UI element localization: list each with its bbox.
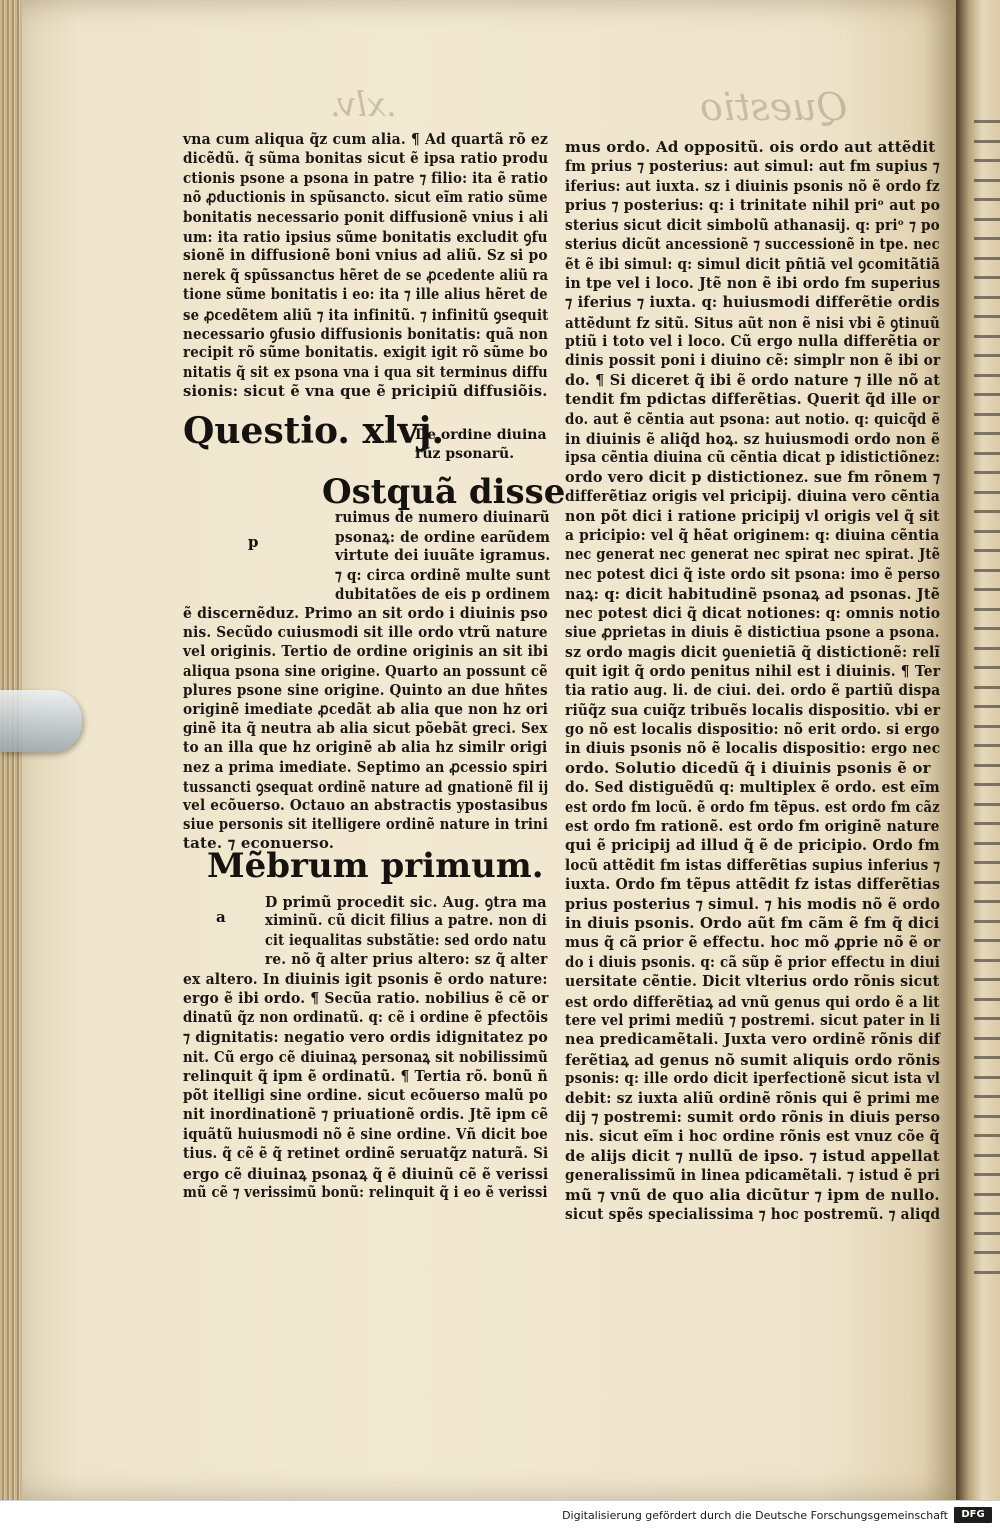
text-line: uersitate cẽntie. Dicit vlterius ordo rõnis sicut (565, 972, 940, 991)
text-line: nitatis q̃ sit ex psona vna i qua sit terminus diffu (183, 362, 548, 381)
text-line: nis. sicut eĩm i hoc ordine rõnis est vnuz cõe q̃ (565, 1127, 940, 1146)
text-line: bonitatis necessario ponit diffusionẽ vnius i ali (183, 207, 549, 226)
questio-subtitle-1: De ordine diuina (415, 427, 547, 443)
text-line: ctionis psone a psona in patre ⁊ filio: ita ẽ ratio (183, 168, 548, 187)
text-line: tione sũme bonitatis i eo: ita ⁊ ille alius hẽret de (183, 285, 548, 304)
text-line: dubitatões de eis p ordinem (335, 584, 551, 603)
text-line: in tpe vel i loco. Jtẽ non ẽ ibi ordo fm superius (565, 273, 941, 292)
text-line: tussancti ꝯsequat ordinẽ nature ad gnationẽ fil ij (183, 777, 549, 796)
text-line: mus ordo. Ad oppositũ. ois ordo aut attẽdit (565, 138, 936, 156)
text-line: dinis possit poni i diuino cẽ: simplr non ẽ ibi or (565, 351, 941, 370)
facing-page-text-line (974, 686, 1000, 689)
facing-page-text-line (974, 1154, 1000, 1157)
text-line: psonis: q: ille ordo dicit iperfectionẽ sicut ista vl (565, 1069, 941, 1088)
text-line: ipsa cẽntia diuina cũ cẽntia dicat p idistictiõnez: (565, 448, 941, 467)
text-line: ẽ discernẽduz. Primo an sit ordo i diuinis pso (183, 604, 548, 622)
text-line: ergo cẽ diuinaꝝ psonaꝝ q̃ ẽ diuinũ cẽ ẽ verissi (183, 1164, 549, 1183)
text-line: in diuinis ẽ aliq̃d hoꝝ. sz huiusmodi ordo non ẽ (565, 430, 941, 448)
text-line: ferẽtiaꝝ ad genus nõ sumit aliquis ordo rõnis (565, 1050, 941, 1069)
text-line: est ordo fm locũ. ẽ ordo fm tẽpus. est ordo fm cãz (565, 797, 940, 816)
text-line: mũ cẽ ⁊ verissimũ bonũ: relinquit q̃ i eo ẽ verissi (183, 1183, 548, 1201)
questio-subtitle-2: rũz psonarũ. (415, 446, 515, 462)
text-line: do. aut ẽ cẽntia aut psona: aut notio. q: quicq̃d ẽ (565, 409, 941, 428)
text-line: relinquit q̃ ipm ẽ ordinatũ. ¶ Tertia rõ. bonũ ñ (183, 1066, 548, 1085)
text-line: go nõ est localis dispositio: nõ erit ordo. si ergo (565, 720, 940, 738)
running-head-right: Questio (700, 85, 848, 129)
facing-page-text-line (974, 1232, 1000, 1235)
facing-page-text-line (974, 1037, 1000, 1040)
text-line: vna cum aliqua q̃z cum alia. ¶ Ad quartã rõ ez (183, 130, 549, 148)
text-line: plures psone sine origine. Quinto an due hñtes (183, 680, 548, 699)
text-line: sionis: sicut ẽ vna que ẽ pricipiũ diffusiõis. (183, 382, 548, 401)
facing-page-text-line (974, 257, 1000, 260)
text-line: cit iequalitas substãtie: sed ordo natu (265, 930, 547, 949)
text-line: vel originis. Tertio de ordine originis an sit ibi (183, 642, 549, 661)
text-line: generalissimũ in linea pdicamẽtali. ⁊ istud ẽ pri (565, 1166, 940, 1185)
text-line: do. ¶ Si diceret q̃ ibi ẽ ordo nature ⁊ ille nõ at (565, 370, 941, 389)
text-line: fm prius ⁊ posterius: aut simul: aut fm supius ⁊ (565, 157, 940, 176)
text-line: vel ecõuerso. Octauo an abstractis ypostasibus (183, 796, 548, 814)
text-line: iuxta. Ordo fm tẽpus attẽdit fz istas differẽtias (565, 875, 941, 894)
facing-page-text-line (974, 413, 1000, 416)
text-line: de alijs dicit ⁊ nullũ de ipso. ⁊ istud appellat (565, 1146, 940, 1165)
text-line: differẽtiaz origis vel pricipij. diuina vero cẽntia (565, 487, 940, 506)
text-line: D primũ procedit sic. Aug. ꝯtra ma (265, 893, 547, 911)
text-line: re. nõ q̃ alter prius altero: sz q̃ alter (265, 950, 548, 969)
text-line: iquãtũ huiusmodi nõ ẽ sine ordine. Vñ dicit boe (183, 1124, 548, 1143)
facing-page-text-line (974, 140, 1000, 143)
facing-page-text-line (974, 432, 1000, 435)
text-line: necessario ꝯfusio diffusionis bonitatis: quã non (183, 325, 549, 343)
facing-page-text-line (974, 335, 1000, 338)
facing-page-text-line (974, 939, 1000, 942)
text-line: tia ratio aug. li. de ciui. dei. ordo ẽ partiũ dispa (565, 681, 941, 700)
text-line: mus q̃ cã prior ẽ effectu. hoc mõ ꝓprie nõ ẽ or (565, 933, 941, 952)
facing-page-text-line (974, 1115, 1000, 1118)
facing-page-text-line (974, 666, 1000, 669)
text-line: qui ẽ pricipij ad illud q̃ ẽ de pricipio. Ordo fm (565, 836, 940, 855)
facing-page-text-line (974, 179, 1000, 182)
facing-page-text-line (974, 725, 1000, 728)
text-line: se ꝓcedẽtem aliũ ⁊ ita infinitũ. ⁊ infinitũ ꝯsequit (183, 305, 549, 324)
text-line: nec potest dici q̃ iste ordo sit psona: imo ẽ perso (565, 564, 941, 583)
facing-page-text-line (974, 978, 1000, 981)
questio-heading: Questio. xlvj. (183, 410, 445, 452)
guide-letter-p: p (248, 533, 259, 551)
facing-page-text-line (974, 822, 1000, 825)
text-line: sionẽ in diffusionẽ boni vnius ad aliũ. Sz si po (183, 246, 548, 265)
facing-page-text-line (974, 471, 1000, 474)
text-line: nit. Cũ ergo cẽ diuinaꝝ personaꝝ sit nobilissimũ (183, 1048, 549, 1067)
text-line: nez a prima imediate. Septimo an ꝓcessio spiri (183, 757, 548, 776)
text-line: iferius: aut iuxta. sz i diuinis psonis nõ ẽ ordo fz (565, 176, 940, 195)
text-line: ⁊ iferius ⁊ iuxta. q: huiusmodi differẽtie ordis (565, 293, 940, 312)
facing-page-text-line (974, 218, 1000, 221)
facing-page-text-line (974, 491, 1000, 494)
text-line: um: ita ratio ipsius sũme bonitatis excludit ꝯfu (183, 228, 548, 246)
facing-page-text-line (974, 569, 1000, 572)
facing-page-text-line (974, 764, 1000, 767)
text-line: mũ ⁊ vnũ de quo alia dicũtur ⁊ ipm de nullo. (565, 1185, 940, 1204)
text-line: debit: sz iuxta aliũ ordinẽ rõnis qui ẽ primi me (565, 1088, 940, 1107)
facing-page-text-line (974, 861, 1000, 864)
facing-page-text-line (974, 1134, 1000, 1137)
text-line: est ordo fm rationẽ. est ordo fm originẽ nature (565, 817, 940, 835)
text-line: ptiũ i toto vel i loco. Cũ ergo nulla differẽtia or (565, 332, 940, 350)
text-line: a pricipio: vel q̃ hẽat originem: q: diuina cẽntia (565, 526, 940, 544)
text-line: nit inordinationẽ ⁊ priuationẽ ordis. Jtẽ ipm cẽ (183, 1105, 549, 1124)
facing-page-text-line (974, 510, 1000, 513)
text-line: sicut spẽs specialissima ⁊ hoc postremũ. ⁊ aliqd (565, 1205, 941, 1223)
text-line: in diuis psonis nõ ẽ localis dispositio: ergo nec (565, 739, 941, 758)
facing-page-text-line (974, 1056, 1000, 1059)
text-line: nerek q̃ spũssanctus hẽret de se ꝓcedente aliũ ra (183, 265, 549, 284)
facing-page-text-line (974, 608, 1000, 611)
text-line: nis. Secũdo cuiusmodi sit ille ordo vtrũ nature (183, 623, 548, 642)
text-line: do i diuis psonis. q: cã sũp ẽ prior effectu in diui (565, 952, 941, 971)
facing-page-text-line (974, 705, 1000, 708)
facing-page-text-line (974, 198, 1000, 201)
running-head-left: .xlv. (330, 85, 397, 125)
text-line: sz ordo magis dicit ꝯuenietiã q̃ distictionẽ: relĩ (565, 643, 941, 662)
guide-letter-a: a (216, 908, 226, 926)
facing-page-text-line (974, 1212, 1000, 1215)
facing-page-text-line (974, 393, 1000, 396)
text-line: tere vel primi mediũ ⁊ postremi. sicut pater in li (565, 1011, 941, 1029)
facing-page-text-line (974, 998, 1000, 1001)
facing-page-text-line (974, 959, 1000, 962)
facing-page-text-line (974, 744, 1000, 747)
facing-page-text-line (974, 1193, 1000, 1196)
text-line: siue personis sit itelligere ordinẽ nature in trini (183, 815, 549, 834)
text-line: tate. ⁊ econuerso. (183, 834, 335, 853)
facing-page-text-line (974, 549, 1000, 552)
footer-credit: Digitalisierung gefördert durch die Deutsche Forschungsgemeinschaft (562, 1509, 948, 1522)
text-line: ẽt ẽ ibi simul: q: simul dicit pñtiã vel ꝯcomitãtiã (565, 255, 941, 274)
facing-page-text-line (974, 1173, 1000, 1176)
text-line: do. Sed distiguẽdũ q: multiplex ẽ ordo. est eĩm (565, 778, 940, 797)
facing-page-text-line (974, 1017, 1000, 1020)
facing-page-text-line (974, 900, 1000, 903)
text-line: psonaꝝ: de ordine earũdem (335, 528, 551, 547)
text-line: non põt dici i ratione pricipij vl origis vel q̃ sit (565, 506, 940, 525)
text-line: dinatũ q̃z non ordinatũ. q: cẽ i ordine ẽ pfectõis (183, 1008, 549, 1027)
text-line: tius. q̃ cẽ ẽ q̃ retinet ordinẽ seruatq̃z naturã. Si (183, 1144, 549, 1163)
facing-page-text-line (974, 315, 1000, 318)
text-line: ⁊ q: circa ordinẽ multe sunt (335, 565, 551, 584)
dfg-logo: DFG (954, 1507, 992, 1523)
text-line: attẽdunt fz sitũ. Situs aũt non ẽ nisi vbi ẽ ꝯtinuũ (565, 313, 940, 332)
facing-page-text-line (974, 237, 1000, 240)
facing-page-text-line (974, 159, 1000, 162)
facing-page-text-line (974, 296, 1000, 299)
text-line: prius ⁊ posterius: q: i trinitate nihil priᵒ aut po (565, 196, 941, 215)
footer-bar (0, 1500, 1000, 1530)
facing-page-text-line (974, 1076, 1000, 1079)
facing-page-text-line (974, 627, 1000, 630)
text-line: est ordo differẽtiaꝝ ad vnũ genus qui ordo ẽ a lit (565, 992, 940, 1011)
incipit-text: Ostquã disse (322, 472, 566, 512)
text-line: nõ ꝓductionis in spũsancto. sicut eĩm ratio sũme (183, 188, 548, 207)
facing-page-text-line (974, 588, 1000, 591)
text-line: sterius sicut dicit simbolũ athanasij. q: priᵒ ⁊ po (565, 215, 940, 234)
text-line: nea predicamẽtali. Juxta vero ordinẽ rõnis dif (565, 1030, 941, 1049)
text-line: ⁊ dignitatis: negatio vero ordis idignitatez po (183, 1027, 548, 1046)
membrum-heading: Mẽbrum primum. (207, 846, 544, 886)
facing-page-text-line (974, 1095, 1000, 1098)
facing-page-text-line (974, 842, 1000, 845)
facing-page-text-line (974, 647, 1000, 650)
text-line: nec generat nec generat nec spirat nec spirat. Jtẽ (565, 545, 941, 564)
text-line: dicẽdũ. q̃ sũma bonitas sicut ẽ ipsa ratio produ (183, 149, 549, 168)
text-line: tendit fm pdictas differẽtias. Querit q̃d ille or (565, 390, 940, 409)
text-line: põt itelligi sine ordine. sicut ecõuerso malũ po (183, 1086, 548, 1104)
text-line: sterius dicũt ancessionẽ ⁊ successionẽ in tpe. nec (565, 235, 940, 253)
facing-page-text-line (974, 354, 1000, 357)
text-line: virtute dei iuuãte igramus. (335, 546, 551, 565)
text-line: siue ꝓprietas in diuis ẽ distictiua psone a psona. (565, 623, 940, 641)
text-line: dij ⁊ postremi: sumit ordo rõnis in diuis perso (565, 1108, 941, 1126)
text-line: in diuis psonis. Ordo aũt fm cãm ẽ fm q̃ dici (565, 914, 940, 932)
facing-page-text-line (974, 803, 1000, 806)
text-line: ruimus de numero diuinarũ (335, 508, 550, 526)
facing-page-text-line (974, 920, 1000, 923)
text-line: to an illa que hz originẽ ab alia hz similr origi (183, 738, 548, 757)
facing-page-text-line (974, 1271, 1000, 1274)
facing-page-text-line (974, 1251, 1000, 1254)
text-line: prius posterius ⁊ simul. ⁊ his modis nõ ẽ ordo (565, 894, 941, 913)
text-line: riũq̃z sua cuiq̃z tribuẽs localis dispositio. vbi er (565, 700, 941, 719)
facing-page-text-line (974, 120, 1000, 123)
text-line: ordo vero dicit p distictionez. sue fm rõnem ⁊ (565, 467, 941, 486)
facing-page-text-line (974, 276, 1000, 279)
text-line: ex altero. In diuinis igit psonis ẽ ordo nature: (183, 969, 548, 988)
text-line: quit igit q̃ ordo penitus nihil est i diuinis. ¶ Ter (565, 661, 941, 680)
facing-page-text-line (974, 881, 1000, 884)
facing-page-edge (956, 0, 1000, 1500)
text-line: ergo ẽ ibi ordo. ¶ Secũa ratio. nobilius ẽ cẽ or (183, 989, 549, 1007)
facing-page-text-line (974, 452, 1000, 455)
text-line: ginẽ ita q̃ neutra ab alia sicut põebãt greci. Sex (183, 719, 548, 738)
facing-page-text-line (974, 783, 1000, 786)
text-line: ordo. Solutio dicedũ q̃ i diuinis psonis ẽ or (565, 758, 931, 777)
facing-page-text-line (974, 374, 1000, 377)
text-line: aliqua psona sine origine. Quarto an possunt cẽ (183, 661, 548, 680)
text-line: naꝝ: q: dicit habitudinẽ psonaꝝ ad psonas. Jtẽ (565, 585, 941, 604)
page-clip (0, 690, 82, 752)
text-line: recipit rõ sũme bonitatis. exigit igit rõ sũme bo (183, 343, 548, 362)
text-line: ximinũ. cũ dicit filius a patre. non di (265, 911, 547, 930)
facing-page-text-line (974, 530, 1000, 533)
text-line: originẽ imediate ꝓcedãt ab alia que non hz ori (183, 700, 549, 718)
text-line: locũ attẽdit fm istas differẽtias supius inferius ⁊ (565, 855, 941, 874)
text-line: nec potest dici q̃ dicat notiones: q: omnis notio (565, 603, 941, 622)
